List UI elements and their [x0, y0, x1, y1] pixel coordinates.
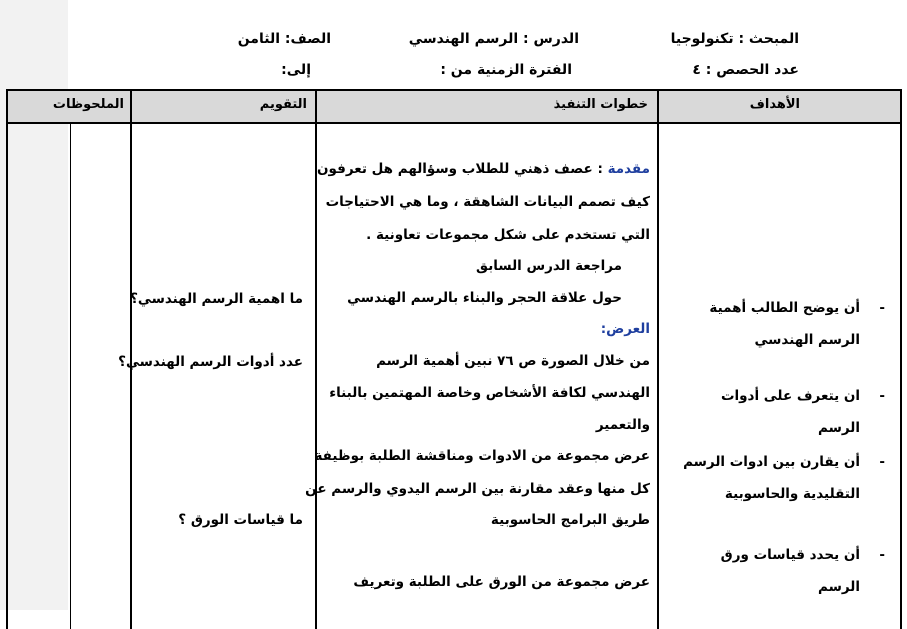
objective-4-line-1: أن يحدد قياسات ورق [720, 547, 860, 563]
header-evaluation: التقويم [259, 97, 307, 112]
objective-1-line-2: الرسم الهندسي [754, 332, 860, 348]
steps-line-10: كل منها وعقد مقارنة بين الرسم اليدوي والرسم عن [305, 481, 650, 497]
steps-line-2: كيف تصمم البيانات الشاهقة ، وما هي الاحتياجات [325, 194, 650, 210]
objective-3-bullet: - [879, 454, 885, 470]
objective-2-line-2: الرسم [818, 420, 860, 436]
steps-line-7: الهندسي لكافة الأشخاص وخاصة المهتمين بالبناء [329, 385, 650, 401]
evaluation-question-1: ما اهمية الرسم الهندسي؟ [130, 291, 303, 307]
steps-line-4: مراجعة الدرس السابق [476, 258, 622, 274]
time-period-label: الفترة الزمنية من : [440, 62, 572, 78]
lesson-plan-table [6, 89, 902, 629]
intro-text: : عصف ذهني للطلاب وسؤالهم هل تعرفون [317, 161, 608, 177]
objective-4-bullet: - [879, 547, 885, 563]
objective-1-bullet: - [879, 300, 885, 316]
subject-label: المبحث : تكنولوجيا [670, 31, 799, 47]
objective-3-line-1: أن يقارن بين ادوات الرسم [683, 454, 860, 470]
lesson-label: الدرس : الرسم الهندسي [408, 31, 579, 47]
col-divider-objectives [657, 91, 659, 629]
steps-line-11: طريق البرامج الحاسوبية [490, 512, 650, 528]
to-label: إلى: [281, 62, 311, 78]
evaluation-question-2: عدد أدوات الرسم الهندسي؟ [118, 354, 303, 370]
objective-1-line-1: أن يوضح الطالب أهمية [709, 300, 860, 316]
objective-3 [683, 446, 860, 510]
periods-label: عدد الحصص : ٤ [692, 62, 799, 78]
steps-line-12: عرض مجموعة من الورق على الطلبة وتعريف [353, 574, 650, 590]
evaluation-question-3: ما قياسات الورق ؟ [178, 512, 303, 528]
intro-label: مقدمة [607, 161, 650, 177]
objective-2 [721, 380, 860, 444]
steps-line-1 [317, 161, 650, 177]
header-steps: خطوات التنفيذ [553, 97, 648, 112]
objective-2-line-1: ان يتعرف على أدوات [720, 388, 860, 404]
objective-3-line-2: التقليدية والحاسوبية [724, 486, 860, 502]
objective-4-line-2: الرسم [818, 579, 860, 595]
steps-line-8: والتعمير [595, 417, 650, 433]
steps-line-9: عرض مجموعة من الادوات ومناقشة الطلبة بوظيفة [314, 448, 650, 464]
objective-2-bullet: - [879, 388, 885, 404]
notes-inner-line [70, 124, 71, 629]
objective-4 [721, 539, 860, 603]
steps-line-6: من خلال الصورة ص ٧٦ نبين أهمية الرسم [376, 353, 650, 369]
header-notes: الملحوظات [52, 97, 124, 112]
header-objectives: الأهداف [749, 97, 800, 112]
steps-line-3: التي تستخدم على شكل مجموعات تعاونية . [366, 227, 650, 243]
objective-1 [709, 292, 860, 356]
display-label: العرض: [600, 321, 650, 337]
grade-label: الصف: الثامن [237, 31, 331, 47]
steps-line-5: حول علاقة الحجر والبناء بالرسم الهندسي [347, 290, 622, 306]
